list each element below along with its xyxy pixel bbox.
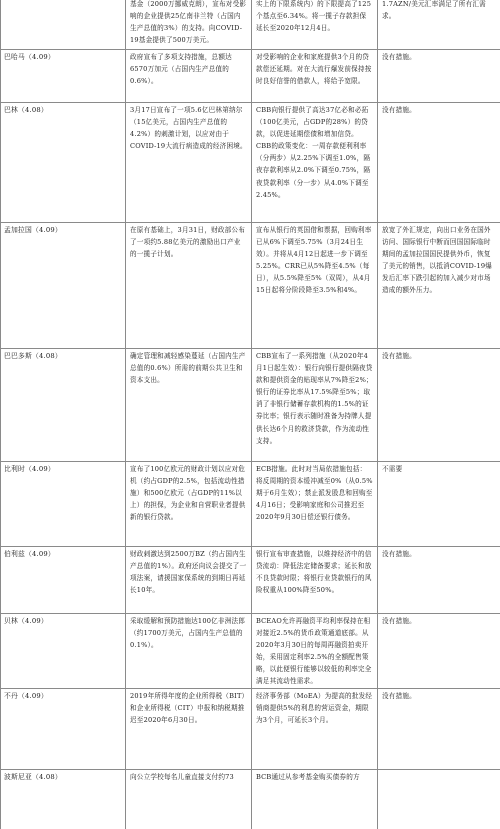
table-row bbox=[1, 688, 500, 769]
fiscal-cell: 确定管理和减轻感染蔓延（占国内生产总值的0.6%）所需的前期公共卫生和资本支出。 bbox=[126, 349, 252, 462]
monetary-cell: ECB措施。此时对当局依措施包括：将反周期的资本缓冲减至0%（从0.5%期于6月生效）；禁止派发股息和回购至4月16日；受影响家庭和公司推迟至2020年9月30日偿还银行债务。 bbox=[252, 462, 378, 547]
monetary-cell: BCEAO允许再融资平均利率保持在相对接近2.5%的货币政策通道底部。从2020年3月30日的每周再融资拍卖开始，采用固定利率2.5%的全额配售策略，以此便银行能够以较低的利率完全满足其流动性需求。 bbox=[252, 614, 378, 689]
exchange-cell: 没有措施。 bbox=[378, 349, 500, 462]
exchange-cell: 1.7AZN/美元汇率满足了所有汇需求。 bbox=[378, 0, 500, 50]
table-row bbox=[1, 547, 500, 614]
table-row bbox=[1, 462, 500, 547]
monetary-cell: 银行宣布审查措施，以维持经济中的信贷流动：降低法定储备要求；延长和放不良贷款时限；将银行业贷款银行的风险权重从100%降至50%。 bbox=[252, 547, 378, 614]
country-cell bbox=[1, 0, 126, 50]
country-cell: 巴哈马（4.09） bbox=[1, 50, 126, 103]
fiscal-cell: 采取缓解和预防措施达100亿非洲法郎（约1700万美元，占国内生产总值的0.1%）。 bbox=[126, 614, 252, 689]
exchange-cell: 没有措施。 bbox=[378, 688, 500, 769]
exchange-cell: 没有措施。 bbox=[378, 547, 500, 614]
monetary-cell: 经济事务部（MoEA）为提高的批发经销商提供5%的利息的营运资金，期限为3个月，可延长3个月。 bbox=[252, 688, 378, 769]
country-cell: 巴巴多斯（4.08） bbox=[1, 349, 126, 462]
fiscal-cell: 向公立学校每名儿童直接支付约73 bbox=[126, 769, 252, 829]
exchange-cell: 不需要 bbox=[378, 462, 500, 547]
monetary-cell: CBB宣布了一系列措施（从2020年4月1日起生效）：银行向银行提供隔夜贷款和提供资金的贴现率从7%降至2%；银行的证券比率从17.5%降至5%；取消了非银行储蓄存款机构的1.5%的证券比率；银行表示随时准备为持牌人提供长达6个月的救济贷款，作为流动性支持。 bbox=[252, 349, 378, 462]
table-row bbox=[1, 614, 500, 689]
table-row bbox=[1, 223, 500, 349]
fiscal-cell: 在原有基础上，3月31日，财政部公布了一项约5.88亿美元的激励出口产业的一揽子计划。 bbox=[126, 223, 252, 349]
fiscal-cell: 基金（2000万挪威克朗），宣布对受影响的企业提供25亿南非兰特（占国内生产总值的3%）的支持。向COVID-19基金提供了500万美元。 bbox=[126, 0, 252, 50]
fiscal-cell: 政府宣布了多项支持措施，总额达6570万加元（占国内生产总值的0.6%）。 bbox=[126, 50, 252, 103]
country-cell: 不丹（4.09） bbox=[1, 688, 126, 769]
country-cell: 比利时（4.09） bbox=[1, 462, 126, 547]
country-cell: 巴林（4.08） bbox=[1, 103, 126, 223]
fiscal-cell: 财政刺激达到2500万BZ（约占国内生产总值的1%）。政府还向议会提交了一项法案，请援国家保系统的到期日再延长10年。 bbox=[126, 547, 252, 614]
table-row bbox=[1, 349, 500, 462]
fiscal-cell: 宣布了100亿欧元的财政计划以应对危机（约占GDP的2.5%，包括流动性措施）和500亿欧元（占GDP的11%以上）的担保，为企业和自营职业者提供新的银行贷款。 bbox=[126, 462, 252, 547]
exchange-cell: 没有措施。 bbox=[378, 50, 500, 103]
exchange-cell: 没有措施。 bbox=[378, 614, 500, 689]
fiscal-cell: 2019年所得年度的企业所得税（BIT）和企业所得税（CIT）申报和纳税期推迟至2020年6月30日。 bbox=[126, 688, 252, 769]
country-cell: 孟加拉国（4.09） bbox=[1, 223, 126, 349]
table-row bbox=[1, 0, 500, 50]
monetary-cell: 实上的下限系统内）的下限提高了125个基点至6.34%。将一揽子存款担保延长至2020年12月4日。 bbox=[252, 0, 378, 50]
table-row bbox=[1, 50, 500, 103]
exchange-cell: 没有措施。 bbox=[378, 103, 500, 223]
monetary-cell: BCB通过从参考基金购买债券的方 bbox=[252, 769, 378, 829]
exchange-cell: 放宽了外汇规定，向出口业务在国外访问、国际银行中断而回国国际临时期间的孟加拉国国民提供外币，恢复了美元的销售，以抵消COVID-19爆发后汇率下跌引起的加入减少对市场造成的额外压力。 bbox=[378, 223, 500, 349]
monetary-cell: 宣布从银行的英国借和票据，回购利率已从6%下调至5.75%（3月24日生效）。并将从4月12日起进一步下调至5.25%。CRR已从5%降至4.5%（每日），从5.5%降至5%（双周），从4月15日起将分阶段降至3.5%和4%。 bbox=[252, 223, 378, 349]
table-body bbox=[1, 0, 500, 829]
table-row bbox=[1, 103, 500, 223]
country-cell: 波斯尼亚（4.08） bbox=[1, 769, 126, 829]
monetary-cell: CBB向银行提供了高达37亿必和必拓（100亿美元，占GDP的28%）的贷款，以促进延期偿债和增加信贷。CBB的政策变化：一周存款便利利率（分两步）从2.25%下调至1.0%，隔夜存款利率从2.0%下调至0.75%，隔夜贷款利率（分一步）从4.0%下调至2.45%。 bbox=[252, 103, 378, 223]
monetary-cell: 对受影响的企业和家庭提供3个月的贷款偿还延期。对在大流行爆发前保持按时良好信誉的借款人，将给予宽限。 bbox=[252, 50, 378, 103]
exchange-cell bbox=[378, 769, 500, 829]
country-cell: 贝林（4.09） bbox=[1, 614, 126, 689]
country-cell: 伯利兹（4.09） bbox=[1, 547, 126, 614]
fiscal-cell: 3月17日宣布了一项5.6亿巴林第纳尔（15亿美元，占国内生产总值的4.2%）的刺激计划，以应对由于COVID-19大流行病造成的经济困境。 bbox=[126, 103, 252, 223]
table-row bbox=[1, 769, 500, 829]
